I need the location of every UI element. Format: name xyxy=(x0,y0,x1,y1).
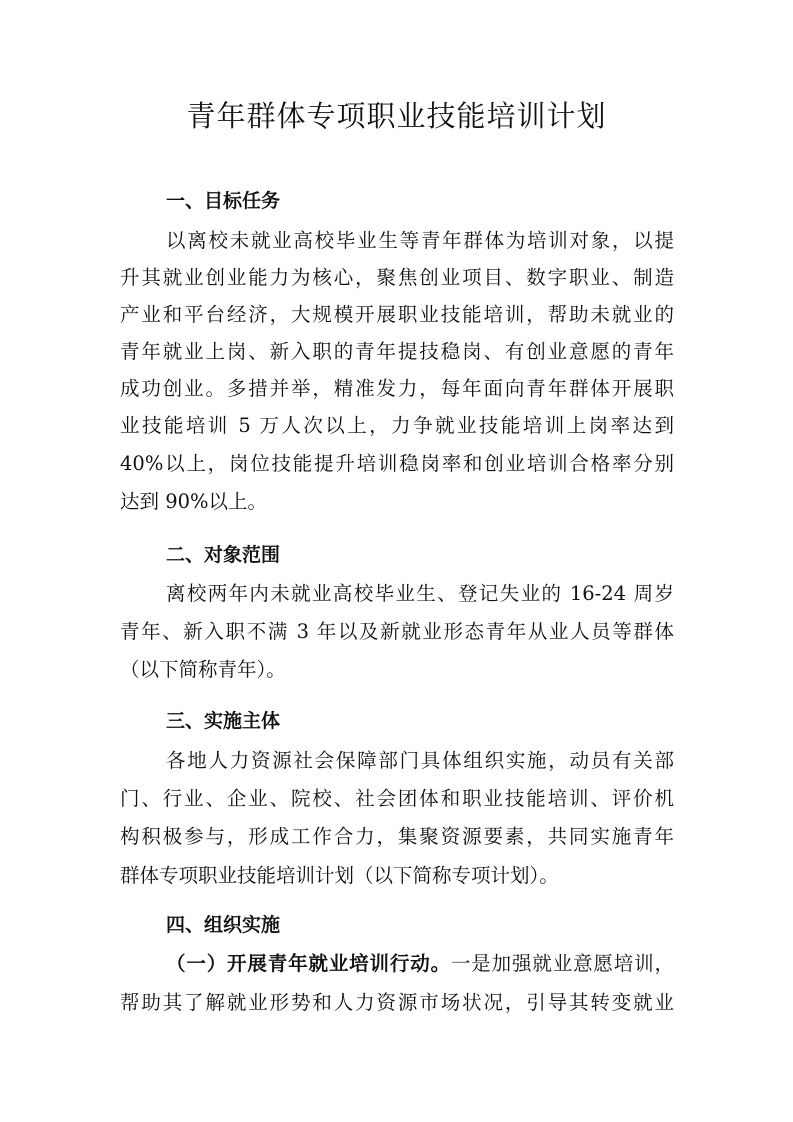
paragraph-line: 达到 90%以上。 xyxy=(120,490,268,513)
paragraph-line: （以下简称青年）。 xyxy=(120,658,286,681)
section-heading-scope: 二、对象范围 xyxy=(166,544,281,566)
document-title: 青年群体专项职业技能培训计划 xyxy=(186,99,607,133)
sub-heading: （一）开展青年就业培训行动。 xyxy=(166,952,451,975)
section-heading-implementer: 三、实施主体 xyxy=(166,710,281,732)
paragraph-line: 40%以上，岗位技能提升培训稳岗率和创业培训合格率分别 xyxy=(120,452,674,475)
paragraph-line: 帮助其了解就业形势和人力资源市场状况，引导其转变就业 xyxy=(120,991,674,1014)
paragraph-line: 群体专项职业技能培训计划（以下简称专项计划）。 xyxy=(120,864,559,887)
paragraph-line: 青年就业上岗、新入职的青年提技稳岗、有创业意愿的青年 xyxy=(120,340,674,363)
section-heading-organization: 四、组织实施 xyxy=(166,914,281,936)
paragraph-line: 离校两年内未就业高校毕业生、登记失业的 16-24 周岁 xyxy=(166,582,674,605)
paragraph-line: 升其就业创业能力为核心，聚焦创业项目、数字职业、制造 xyxy=(120,266,674,289)
paragraph-line: 产业和平台经济，大规模开展职业技能培训，帮助未就业的 xyxy=(120,303,674,326)
paragraph-line: 各地人力资源社会保障部门具体组织实施，动员有关部 xyxy=(166,749,674,772)
paragraph-line: 门、行业、企业、院校、社会团体和职业技能培训、评价机 xyxy=(120,787,674,810)
paragraph-line: 业技能培训 5 万人次以上，力争就业技能培训上岗率达到 xyxy=(120,414,674,437)
paragraph-line: 以离校未就业高校毕业生等青年群体为培训对象，以提 xyxy=(166,229,674,252)
paragraph-line xyxy=(166,949,674,979)
section-heading-goals: 一、目标任务 xyxy=(166,190,281,212)
paragraph-line: 青年、新入职不满 3 年以及新就业形态青年从业人员等群体 xyxy=(120,620,674,643)
paragraph-line: 成功创业。多措并举，精准发力，每年面向青年群体开展职 xyxy=(120,377,674,400)
paragraph-line: 构积极参与，形成工作合力，集聚资源要素，共同实施青年 xyxy=(120,825,674,848)
paragraph-text: 一是加强就业意愿培训， xyxy=(450,952,674,975)
